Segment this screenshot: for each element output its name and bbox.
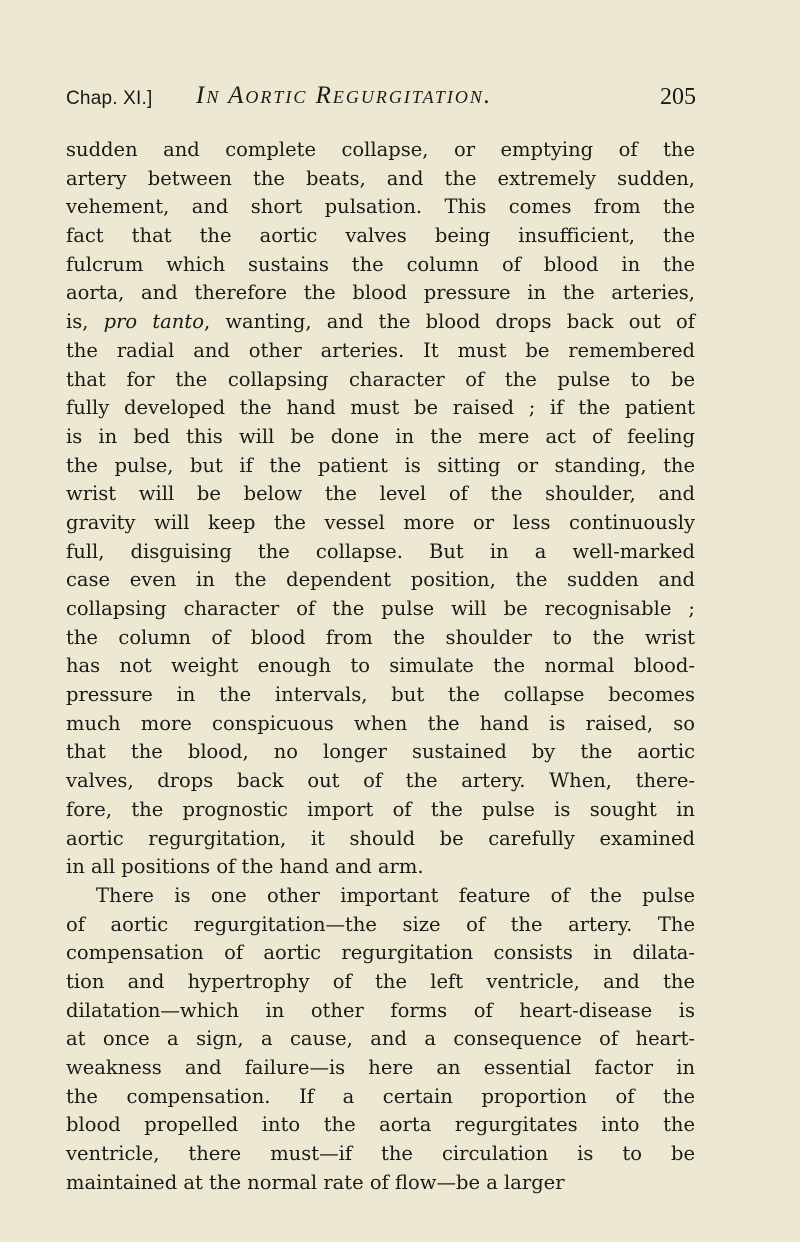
- chapter-label: Chap. XI.]: [66, 88, 153, 109]
- text-line: of aortic regurgitation—the size of the artery. The: [66, 912, 695, 936]
- text-line: blood propelled into the aorta regurgitates into the: [66, 1113, 695, 1137]
- text-line: weakness and failure—is here an essential factor in: [66, 1056, 695, 1079]
- text-line: at once a sign, a cause, and a consequence of heart-: [66, 1027, 695, 1051]
- text-fragment: , wanting, and the blood drops back out of: [203, 310, 696, 334]
- text-line: vehement, and short pulsation. This comes from the: [66, 195, 695, 219]
- text-line: dilatation—which in other forms of heart-disease is: [66, 998, 695, 1022]
- text-line: much more conspicuous when the hand is raised, so: [66, 711, 695, 735]
- text-line: wrist will be below the level of the shoulder, and: [66, 482, 695, 506]
- text-line: fact that the aortic valves being insufficient, the: [66, 224, 695, 248]
- body-text: [66, 136, 695, 1197]
- text-line: gravity will keep the vessel more or less continuously: [66, 510, 695, 534]
- text-line: in all positions of the hand and arm.: [66, 855, 424, 879]
- text-line: fore, the prognostic import of the pulse is sought in: [66, 797, 695, 821]
- running-head: [66, 82, 696, 118]
- text-line: the compensation. If a certain proportion of the: [66, 1084, 695, 1108]
- text-line: fully developed the hand must be raised ; if the patient: [66, 396, 695, 420]
- italic-phrase: pro tanto: [103, 310, 204, 334]
- text-line: compensation of aortic regurgitation consists in dilata-: [66, 941, 695, 965]
- text-line: has not weight enough to simulate the normal blood-: [66, 654, 695, 678]
- text-line: tion and hypertrophy of the left ventricle, and the: [66, 969, 695, 993]
- text-line: maintained at the normal rate of flow—be a larger: [66, 1170, 565, 1194]
- text-line: full, disguising the collapse. But in a well-marked: [66, 539, 695, 563]
- text-line: artery between the beats, and the extremely sudden,: [66, 166, 695, 190]
- text-line: is in bed this will be done in the mere act of feeling: [66, 424, 695, 448]
- text-line: that the blood, no longer sustained by the aortic: [66, 740, 695, 764]
- text-line: the column of blood from the shoulder to the wrist: [66, 625, 695, 649]
- text-line: the radial and other arteries. It must be remembered: [66, 338, 695, 362]
- page-number: 205: [660, 84, 696, 110]
- running-title: In Aortic Regurgitation.: [196, 82, 493, 109]
- text-line: There is one other important feature of the pulse: [96, 883, 695, 907]
- text-line: aortic regurgitation, it should be carefully examined: [66, 826, 695, 850]
- text-line: case even in the dependent position, the sudden and: [66, 568, 695, 592]
- text-line: ventricle, there must—if the circulation is to be: [66, 1142, 695, 1166]
- text-line: valves, drops back out of the artery. When, there-: [66, 769, 695, 793]
- text-line: aorta, and therefore the blood pressure in the arteries,: [66, 281, 695, 305]
- text-line: fulcrum which sustains the column of blood in the: [66, 252, 695, 276]
- text-line: collapsing character of the pulse will be recognisable ;: [66, 597, 695, 620]
- text-line: sudden and complete collapse, or emptying of the: [66, 138, 695, 161]
- text-line: the pulse, but if the patient is sitting or standing, the: [66, 453, 695, 477]
- text-fragment: is,: [66, 310, 104, 334]
- text-line: pressure in the intervals, but the collapse becomes: [66, 683, 695, 707]
- text-line: [66, 308, 695, 337]
- text-line: that for the collapsing character of the pulse to be: [66, 367, 695, 391]
